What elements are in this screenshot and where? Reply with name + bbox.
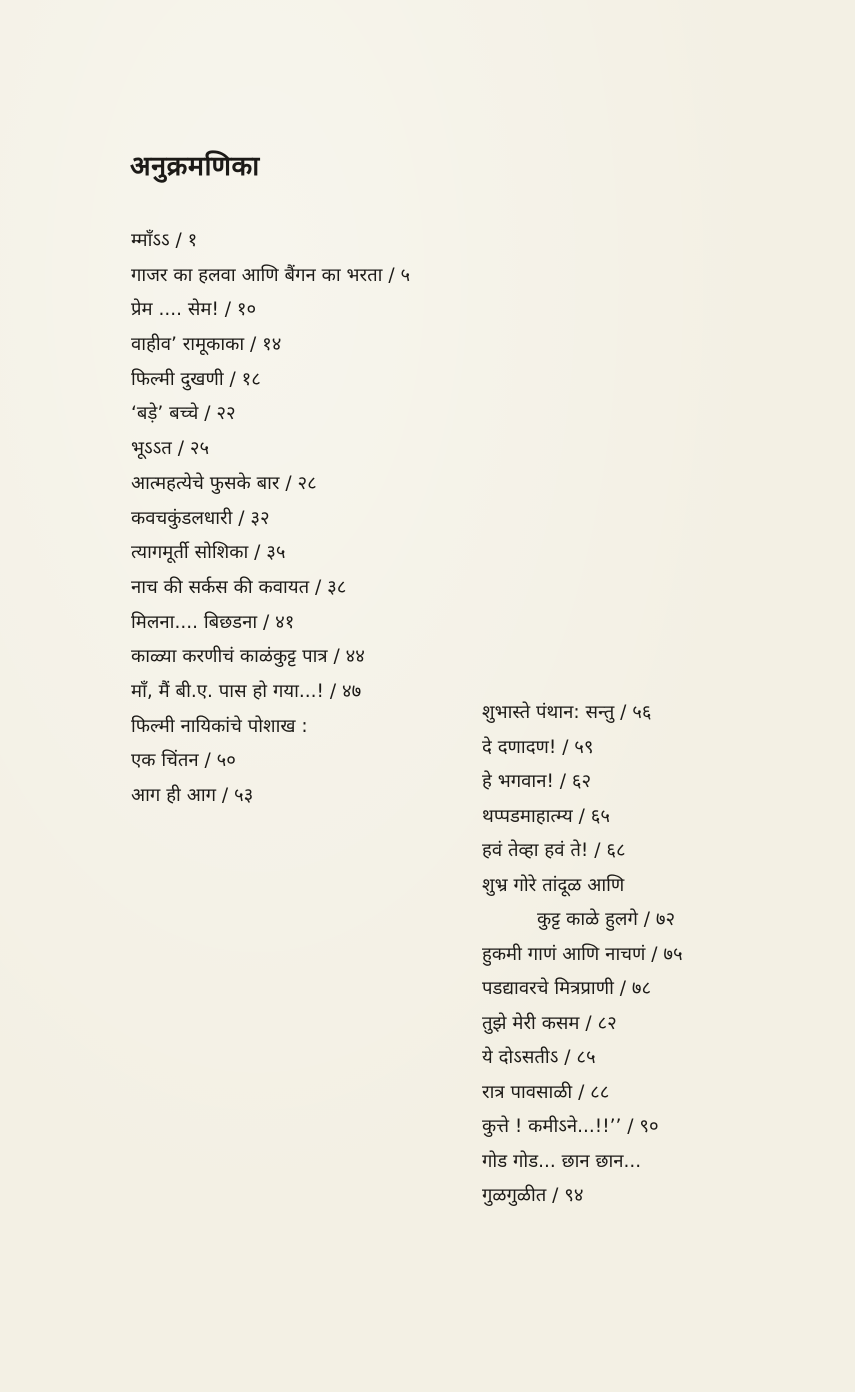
toc-entry: म्माँऽऽ / १ xyxy=(131,230,198,251)
contents-heading: अनुक्रमणिका xyxy=(130,151,260,182)
toc-entry: प्रेम .... सेम! / १० xyxy=(131,299,257,321)
toc-entry: पडद्यावरचे मित्रप्राणी / ७८ xyxy=(482,978,652,999)
toc-entry: एक चिंतन / ५० xyxy=(131,750,236,772)
toc-entry: दे दणादण! / ५९ xyxy=(482,736,594,758)
toc-entry: कवचकुंडलधारी / ३२ xyxy=(131,507,270,529)
toc-entry: शुभास्ते पंथान: सन्तु / ५६ xyxy=(482,702,652,723)
toc-entry: शुभ्र गोरे तांदूळ आणि xyxy=(482,874,625,896)
toc-entry-continuation: कुट्ट काळे हुलगे / ७२ xyxy=(537,909,676,930)
toc-entry: वाहीव’ रामूकाका / १४ xyxy=(131,334,282,356)
toc-entry: कुत्ते ! कमीऽने...!!’’ / ९० xyxy=(482,1116,659,1137)
toc-entry: काळ्या करणीचं काळंकुट्ट पात्र / ४४ xyxy=(131,646,365,668)
toc-entry: त्यागमूर्ती सोशिका / ३५ xyxy=(131,542,286,564)
toc-entry: हवं तेव्हा हवं ते! / ६८ xyxy=(482,840,626,861)
toc-entry: गोड गोड... छान छान... xyxy=(482,1150,642,1172)
toc-entry: रात्र पावसाळी / ८८ xyxy=(482,1081,610,1103)
toc-entry: नाच की सर्कस की कवायत / ३८ xyxy=(131,576,347,598)
toc-left-column xyxy=(131,224,410,814)
toc-entry: आत्महत्येचे फुसके बार / २८ xyxy=(131,472,317,494)
toc-entry: तुझे मेरी कसम / ८२ xyxy=(482,1012,617,1034)
toc-entry: ‘बड़े’ बच्चे / २२ xyxy=(131,403,236,425)
toc-entry: मिलना.... बिछडना / ४१ xyxy=(131,611,295,633)
toc-entry: ये दोऽसतीऽ / ८५ xyxy=(482,1047,596,1068)
toc-entry: गुळगुळीत / ९४ xyxy=(482,1185,584,1206)
toc-entry: माँ, मैं बी.ए. पास हो गया...! / ४७ xyxy=(131,680,362,702)
toc-entry: हे भगवान! / ६२ xyxy=(482,771,592,792)
toc-entry: आग ही आग / ५३ xyxy=(131,785,254,806)
toc-right-column xyxy=(482,696,683,1214)
toc-entry: भूऽऽत / २५ xyxy=(131,438,210,460)
toc-entry: फिल्मी दुखणी / १८ xyxy=(131,368,261,390)
toc-entry: फिल्मी नायिकांचे पोशाख : xyxy=(131,715,308,737)
toc-entry: हुकमी गाणं आणि नाचणं / ७५ xyxy=(482,943,683,965)
toc-entry: गाजर का हलवा आणि बैंगन का भरता / ५ xyxy=(131,264,411,286)
toc-entry: थप्पडमाहात्म्य / ६५ xyxy=(482,805,610,827)
